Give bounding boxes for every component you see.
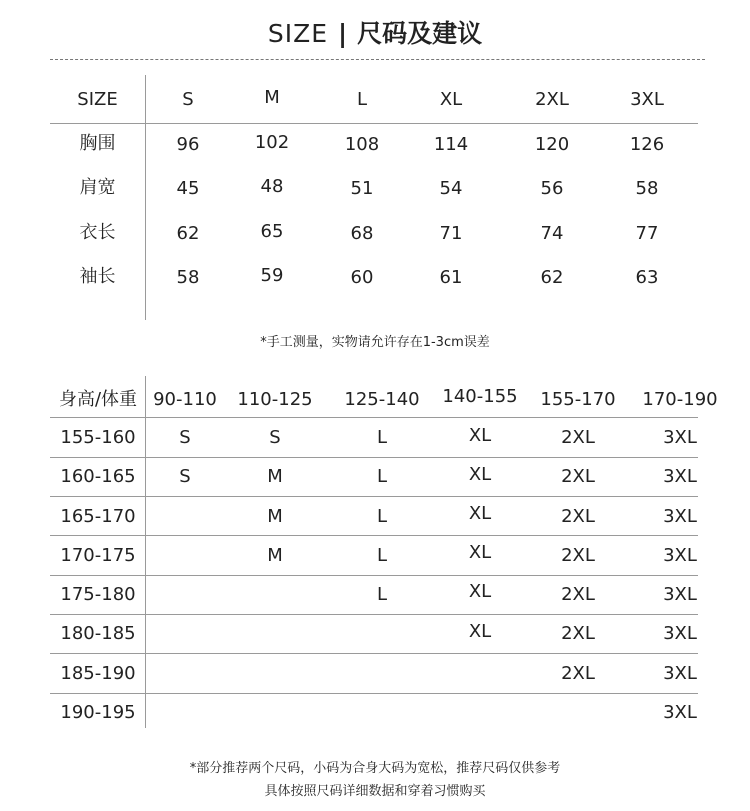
- recommend-cell: M: [267, 545, 283, 566]
- title-cn: 尺码及建议: [357, 19, 483, 48]
- height-label: 160-165: [60, 466, 136, 487]
- measure-cell: 68: [350, 223, 374, 244]
- measure-cell: 96: [176, 134, 200, 155]
- recommend-cell: M: [267, 506, 283, 527]
- measure-cell: 61: [439, 267, 463, 288]
- height-label: 175-180: [60, 584, 136, 605]
- measure-cell: 65: [260, 221, 284, 242]
- recommendation-note: *部分推荐两个尺码，小码为合身大码为宽松，推荐尺码仅供参考: [189, 761, 561, 776]
- measure-cell: 60: [350, 267, 374, 288]
- recommend-cell: 3XL: [663, 506, 697, 527]
- measure-cell: 58: [635, 178, 659, 199]
- recommend-cell: 3XL: [663, 702, 697, 723]
- height-label: 180-185: [60, 623, 136, 644]
- measure-cell: 59: [260, 265, 284, 286]
- measure-row-label: 胸围: [79, 133, 116, 154]
- measure-corner: SIZE: [77, 89, 118, 110]
- recommend-table-hline: [50, 575, 698, 576]
- recommend-cell: L: [376, 584, 388, 605]
- recommend-cell: 2XL: [561, 545, 595, 566]
- measurement-table-hline: [50, 123, 698, 124]
- recommend-cell: 2XL: [561, 663, 595, 684]
- recommend-cell: 3XL: [663, 663, 697, 684]
- weight-header: 140-155: [442, 386, 518, 407]
- measure-cell: 120: [534, 134, 570, 155]
- measure-row-label: 肩宽: [79, 177, 116, 198]
- recommend-cell: S: [269, 427, 281, 448]
- measure-cell: 126: [629, 134, 665, 155]
- recommend-table-hline: [50, 614, 698, 615]
- recommend-cell: 3XL: [663, 623, 697, 644]
- recommend-cell: XL: [468, 581, 492, 602]
- weight-header: 155-170: [540, 389, 616, 410]
- recommend-cell: M: [267, 466, 283, 487]
- recommend-cell: XL: [468, 542, 492, 563]
- measure-size-header: S: [182, 89, 194, 110]
- measure-row-label: 衣长: [79, 222, 116, 243]
- measure-cell: 71: [439, 223, 463, 244]
- purchase-note: 具体按照尺码详细数据和穿着习惯购买: [264, 784, 486, 799]
- recommend-cell: 2XL: [561, 623, 595, 644]
- measurement-note: *手工测量，实物请允许存在1-3cm误差: [260, 335, 490, 350]
- recommend-cell: L: [376, 427, 388, 448]
- recommend-cell: 2XL: [561, 506, 595, 527]
- title-en: SIZE: [267, 19, 328, 48]
- weight-header: 125-140: [344, 389, 420, 410]
- measure-size-header: 2XL: [535, 89, 569, 110]
- measure-cell: 51: [350, 178, 374, 199]
- measure-cell: 54: [439, 178, 463, 199]
- recommend-cell: XL: [468, 621, 492, 642]
- measure-cell: 74: [540, 223, 564, 244]
- recommend-table-hline: [50, 535, 698, 536]
- measure-cell: 48: [260, 176, 284, 197]
- recommend-corner: 身高/体重: [58, 389, 138, 410]
- measure-cell: 56: [540, 178, 564, 199]
- recommend-table-hline: [50, 693, 698, 694]
- measure-cell: 77: [635, 223, 659, 244]
- measure-size-header: 3XL: [630, 89, 664, 110]
- recommend-cell: 3XL: [663, 427, 697, 448]
- recommend-cell: XL: [468, 464, 492, 485]
- height-label: 165-170: [60, 506, 136, 527]
- height-label: 170-175: [60, 545, 136, 566]
- recommend-cell: 2XL: [561, 427, 595, 448]
- measure-cell: 108: [344, 134, 380, 155]
- recommend-cell: S: [179, 427, 191, 448]
- weight-header: 90-110: [153, 389, 217, 410]
- title-divider: [50, 59, 705, 60]
- measurement-table-vline: [145, 75, 146, 320]
- recommend-cell: 2XL: [561, 466, 595, 487]
- recommend-cell: L: [376, 506, 388, 527]
- weight-header: 110-125: [237, 389, 313, 410]
- measure-cell: 62: [540, 267, 564, 288]
- recommend-table-hline: [50, 457, 698, 458]
- recommend-cell: 2XL: [561, 584, 595, 605]
- recommend-table-hline: [50, 496, 698, 497]
- measure-cell: 114: [433, 134, 469, 155]
- recommend-cell: 3XL: [663, 584, 697, 605]
- measure-cell: 63: [635, 267, 659, 288]
- measure-cell: 62: [176, 223, 200, 244]
- page-title: [0, 14, 750, 50]
- measure-cell: 45: [176, 178, 200, 199]
- weight-header: 170-190: [642, 389, 718, 410]
- title-separator: |: [338, 19, 348, 48]
- recommend-cell: L: [376, 545, 388, 566]
- recommend-cell: XL: [468, 503, 492, 524]
- measure-size-header: M: [264, 87, 280, 108]
- measure-size-header: L: [356, 89, 368, 110]
- measure-cell: 102: [254, 132, 290, 153]
- height-label: 190-195: [60, 702, 136, 723]
- recommend-cell: S: [179, 466, 191, 487]
- measure-size-header: XL: [439, 89, 463, 110]
- height-label: 155-160: [60, 427, 136, 448]
- recommend-cell: XL: [468, 425, 492, 446]
- recommend-cell: L: [376, 466, 388, 487]
- height-label: 185-190: [60, 663, 136, 684]
- measure-row-label: 袖长: [79, 266, 116, 287]
- recommend-cell: 3XL: [663, 466, 697, 487]
- recommend-cell: 3XL: [663, 545, 697, 566]
- recommend-table-hline: [50, 653, 698, 654]
- recommend-table-hline: [50, 417, 698, 418]
- measure-cell: 58: [176, 267, 200, 288]
